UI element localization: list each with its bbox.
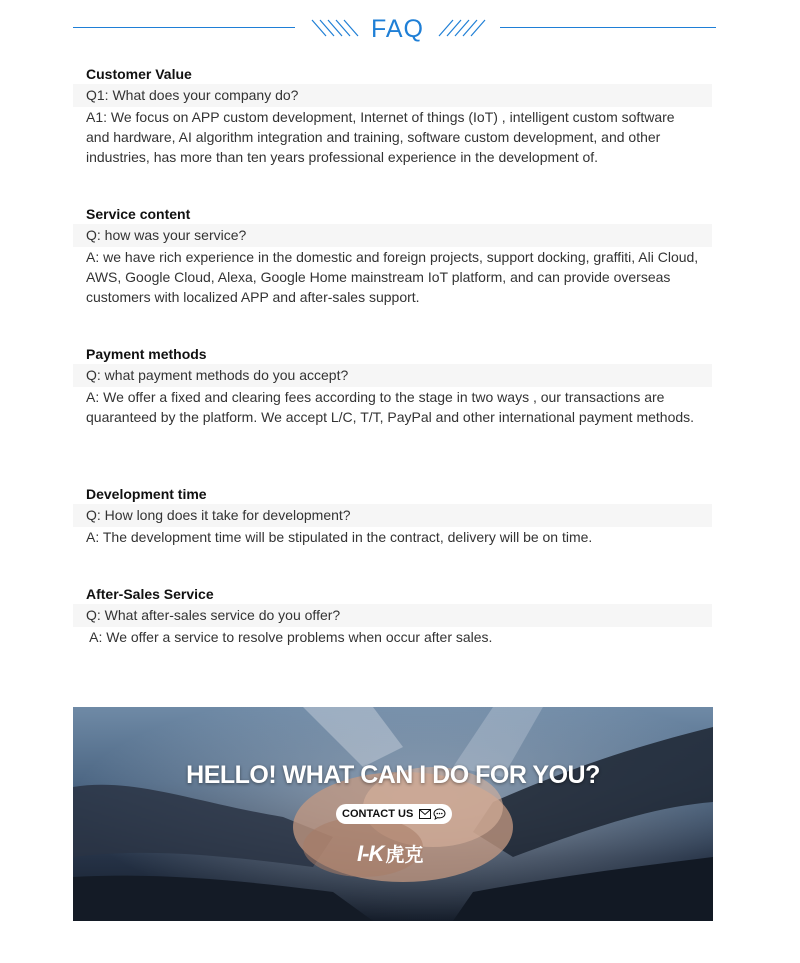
section-answer: A: We offer a fixed and clearing fees according to the stage in two ways , our transactions are quaranteed by the platform. We accept L/C, T/T, PayPal and other international payment methods. (86, 389, 695, 425)
faq-header (0, 14, 800, 44)
section-question: Q: how was your service? (73, 224, 712, 247)
header-line-right (500, 27, 716, 28)
contact-banner (73, 707, 713, 921)
faq-title: FAQ (370, 15, 424, 43)
section-question: Q1: What does your company do? (73, 84, 712, 107)
section-title: Service content (86, 206, 191, 222)
section-question: Q: How long does it take for development? (73, 504, 712, 527)
chat-icon (433, 808, 446, 820)
slashes-right-icon (437, 18, 487, 38)
section-answer: A: we have rich experience in the domestic and foreign projects, support docking, graffiti, Ali Cloud, AWS, Google Cloud, Alexa, Google Home mainstream IoT platform, and can provide overseas customers with localized APP and after-sales support. (86, 249, 699, 305)
section-answer: A1: We focus on APP custom development, Internet of things (IoT) , intelligent custom software and hardware, AI algorithm integration and training, software custom development, and other industries, has more than ten years professional experience in the development of. (86, 109, 675, 165)
mail-icon (419, 809, 431, 819)
section-title: Payment methods (86, 346, 207, 362)
slashes-left-icon (310, 18, 360, 38)
faq-section-development-time (73, 484, 712, 547)
section-title: Development time (86, 486, 207, 502)
faq-section-customer-value (73, 64, 712, 167)
faq-section-service-content (73, 204, 712, 307)
contact-us-label: CONTACT US (342, 808, 414, 820)
faq-section-after-sales (73, 584, 712, 647)
section-question: Q: what payment methods do you accept? (73, 364, 712, 387)
company-logo (357, 840, 423, 867)
logo-mark: I-K (357, 840, 384, 866)
logo-chinese-name: 虎克 (385, 844, 424, 866)
banner-headline: HELLO! WHAT CAN I DO FOR YOU? (186, 761, 600, 789)
section-title: After-Sales Service (86, 586, 214, 602)
section-title: Customer Value (86, 66, 192, 82)
section-answer: A: We offer a service to resolve problems when occur after sales. (86, 629, 493, 645)
contact-us-button[interactable] (336, 804, 452, 824)
faq-section-payment-methods (73, 344, 712, 427)
section-answer: A: The development time will be stipulated in the contract, delivery will be on time. (86, 529, 593, 545)
header-line-left (73, 27, 295, 28)
section-question: Q: What after-sales service do you offer? (73, 604, 712, 627)
